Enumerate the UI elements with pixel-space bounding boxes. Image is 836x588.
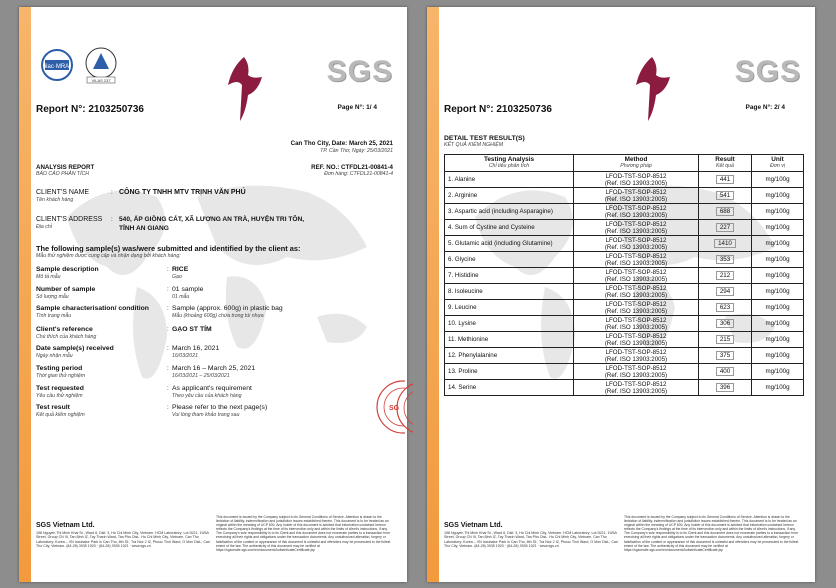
- method-ref: (Ref. ISO 13903:2005): [604, 307, 668, 315]
- unit-cell: mg/100g: [752, 348, 804, 364]
- analysis-report-title-vi: BÁO CÁO PHÂN TÍCH: [36, 171, 90, 177]
- method-ref: (Ref. ISO 13903:2005): [604, 355, 668, 363]
- analyte-name: 11. Methionine: [445, 332, 574, 348]
- method-cell: [574, 300, 699, 316]
- method-cell: [574, 220, 699, 236]
- method-ref: (Ref. ISO 13903:2005): [604, 323, 668, 331]
- footer-address-2: 198 Nguyen Thi Minh Khai St., Ward 6, Dist. 3, Ho Chi Minh City, Vietnam. HCM Laboratory: Lot III/21, 19/5A Street, Group CN III, Tan Binh IZ, Tay Thanh Ward, Tan Phu Dist., Ho Chi Minh City, Vietnam. Can Tho Laboratory: Korea – VN Incubator Park in Can Tho, 8th St., Tra Noc 2 IZ, Phuoc Thoi Ward, O Mon Dist., Can Tho City, Vietnam. (84-28) 3935 1920 · (84-28) 3935 1921 · www.sgs.vn: [444, 531, 618, 549]
- unit-cell: mg/100g: [752, 284, 804, 300]
- results-row: [445, 380, 804, 396]
- method-ref: (Ref. ISO 13903:2005): [604, 371, 668, 379]
- field-label-vi: Yêu cầu thử nghiệm: [36, 393, 83, 399]
- field-value-vi: Gạo: [172, 274, 182, 280]
- field-label-vi: Tình trạng mẫu: [36, 313, 72, 319]
- unit-cell: mg/100g: [752, 300, 804, 316]
- field-label-vi: Kết quả kiểm nghiệm: [36, 412, 85, 418]
- result-cell: [699, 332, 752, 348]
- report-number-2: Report N°: 2103250736: [444, 104, 552, 115]
- footer-disclaimer: This document is issued by the Company subject to its General Conditions of Service. Attention is drawn to the limitation of liability, indemnification and jurisdiction issues established therein. This document is to be treated as an original within the meaning of UCP 600. Any holder of this document is advised that information contained hereon reflects the Company's findings at the time of its intervention only and within the limits of client's instructions, if any. The Company's sole responsibility is to its Client and this document does not exonerate parties to a transaction from exercising all their rights and obligations under the transaction documents. Any unauthorized alteration, forgery or falsification of the content or appearance of this document is unlawful and offenders may be prosecuted to the fullest extent of the law. The authenticity of this document may be verified at https://sgsonsite.sgs.com/en/document/AuthenticateCertificate.jsp: [216, 515, 391, 552]
- unit-cell: mg/100g: [752, 364, 804, 380]
- analyte-name: 7. Histidine: [445, 268, 574, 284]
- method-cell: [574, 172, 699, 188]
- results-row: [445, 348, 804, 364]
- svg-text:ilac·MRA: ilac·MRA: [44, 64, 70, 70]
- method-ref: (Ref. ISO 13903:2005): [604, 339, 668, 347]
- ref-number-vi: Đơn hàng: CTFDL21-00841-4: [324, 171, 393, 177]
- field-colon: :: [167, 286, 169, 293]
- method-ref: (Ref. ISO 13903:2005): [604, 387, 668, 395]
- result-cell: [699, 300, 752, 316]
- header-result: Result Kết quả: [699, 155, 752, 172]
- header-unit: Unit Đơn vị: [752, 155, 804, 172]
- method-cell: [574, 268, 699, 284]
- method-code: LFOD-TST-SOP-8512: [605, 380, 667, 388]
- method-ref: (Ref. ISO 13903:2005): [604, 259, 668, 267]
- method-cell: [574, 332, 699, 348]
- method-ref: (Ref. ISO 13903:2005): [604, 291, 668, 299]
- field-value: RICE: [172, 266, 189, 273]
- result-value: 623: [716, 303, 734, 312]
- field-label-vi: Thời gian thử nghiệm: [36, 373, 86, 379]
- analyte-name: 14. Serine: [445, 380, 574, 396]
- sgs-bird-emblem-2: [632, 55, 672, 125]
- field-value: 01 sample: [172, 286, 204, 293]
- analyte-name: 10. Lysine: [445, 316, 574, 332]
- field-label: Test result: [36, 404, 70, 411]
- method-code: LFOD-TST-SOP-8512: [605, 332, 667, 340]
- field-label: Date sample(s) received: [36, 345, 114, 352]
- method-code: LFOD-TST-SOP-8512: [605, 300, 667, 308]
- result-value: 400: [716, 367, 734, 376]
- result-value: 215: [716, 335, 734, 344]
- results-table: [444, 154, 804, 396]
- field-label: Test requested: [36, 385, 84, 392]
- client-address-line1: 540, ẤP GIỒNG CÁT, XÃ LƯƠNG AN TRÀ, HUYỆN TRI TÔN,: [119, 216, 305, 223]
- detail-results-title-vi: KẾT QUẢ KIỂM NGHIỆM: [444, 142, 504, 148]
- page-number: Page N°: 1/ 4: [337, 104, 377, 111]
- field-label-vi: Mô tả mẫu: [36, 274, 61, 280]
- client-address-line2: TỈNH AN GIANG: [119, 225, 169, 232]
- result-value: 353: [716, 255, 734, 264]
- result-cell: [699, 364, 752, 380]
- analyte-name: 1. Alanine: [445, 172, 574, 188]
- method-code: LFOD-TST-SOP-8512: [605, 252, 667, 260]
- analyte-name: 4. Sum of Cystine and Cysteine: [445, 220, 574, 236]
- method-ref: (Ref. ISO 13903:2005): [604, 243, 668, 251]
- method-code: LFOD-TST-SOP-8512: [605, 364, 667, 372]
- report-page-2: [427, 7, 815, 582]
- results-row: [445, 268, 804, 284]
- method-cell: [574, 188, 699, 204]
- method-code: LFOD-TST-SOP-8512: [605, 284, 667, 292]
- header-analysis: Testing Analysis Chỉ tiêu phân tích: [445, 155, 574, 172]
- result-cell: [699, 284, 752, 300]
- method-cell: [574, 252, 699, 268]
- field-label: Number of sample: [36, 286, 96, 293]
- result-value: 227: [716, 223, 734, 232]
- svg-text:SG: SG: [389, 405, 400, 412]
- client-name-label: CLIENT'S NAME: [36, 189, 90, 196]
- method-ref: (Ref. ISO 13903:2005): [604, 211, 668, 219]
- results-row: [445, 332, 804, 348]
- analysis-report-title: ANALYSIS REPORT: [36, 164, 95, 171]
- results-header-row: [445, 155, 804, 172]
- field-colon: :: [167, 365, 169, 372]
- method-cell: [574, 348, 699, 364]
- sgs-logo: SGS: [326, 55, 393, 88]
- method-cell: [574, 316, 699, 332]
- field-label-vi: Ngày nhận mẫu: [36, 353, 73, 359]
- analyte-name: 5. Glutamic acid (including Glutamine): [445, 236, 574, 252]
- result-value: 396: [716, 383, 734, 392]
- result-cell: [699, 268, 752, 284]
- unit-cell: mg/100g: [752, 268, 804, 284]
- method-code: LFOD-TST-SOP-8512: [605, 188, 667, 196]
- results-row: [445, 220, 804, 236]
- analyte-name: 13. Proline: [445, 364, 574, 380]
- field-value: Sample (approx. 600g) in plastic bag: [172, 305, 283, 312]
- result-cell: [699, 172, 752, 188]
- method-ref: (Ref. ISO 13903:2005): [604, 275, 668, 283]
- method-ref: (Ref. ISO 13903:2005): [604, 227, 668, 235]
- report-page-1: ilac·MRA VILAS 237 SGS Report N°: 2103250736 Page N°: 1/ 4 Can Tho City, Date: March 25, 2021 TP. Cần Thơ, Ngày: 25/03/2021 ANALYSIS REPORT BÁO CÁO PHÂN TÍCH REF. NO.: CTFDL21-00841-4 Đơn hàng: CTFDL21-00841-4 CLIENT'S NAME Tên khách hàng : CÔNG TY TNHH MTV TRỊNH VĂN PHÚ CLIENT'S ADDRESS Địa chỉ : 540, ẤP GIỒNG CÁT, XÃ LƯƠNG AN TRÀ, HUYỆN TRI TÔN, TỈNH AN GIANG The following sample(s) was/were submitted and identified by the client as: Mẫu thử nghiệm được cung cấp và nhận dạng bởi khách hàng: Sample description Mô tả mẫu : RICE Gạo Number of sample Số lượng mẫu : 01 sample 01 mẫu Sample characterisation/ condition Tình trạng mẫu : Sample (approx. 600g) in plastic bag Mẫu (khoảng 600g) chứa trong túi nhựa Client's reference Chú thích của khách hàng : GẠO ST TÍM Date sample(s) received Ngày nhận mẫu : March 16, 2021 16/03/2021 Testing period Thời gian thử nghiệm : March 16 – March 25, 2021 16/03/2021 – 25/03/2021 Test requested Yêu cầu thử nghiệm : As applicant's requirement Theo yêu cầu của khách hàng Test result Kết quả kiểm nghiệm : Please refer to the next page(s) Vui lòng tham khảo trang sau SGS Vietnam Ltd. 198 Nguyen Thi Minh Khai St., Ward 6, Dist. 3, Ho Chi Minh City, Vietnam. HCM Laboratory: Lot III/21, 19/5A Street, Group CN III, Tan Binh IZ, Tay Thanh Ward, Tan Phu Dist., Ho Chi Minh City, Vietnam. Can Tho Laboratory: Korea – VN Incubator Park in Can Tho, 8th St., Tra Noc 2 IZ, Phuoc Thoi Ward, O Mon Dist., Can Tho City, Vietnam. (84-28) 3935 1920 · (84-28) 3935 1921 · www.sgs.vn This document is issued by the Company subject to its General Conditions of Service. Attention is drawn to the limitation of liability, indemnification and jurisdiction issues established therein. This document is to be treated as an original within the meaning of UCP 600. Any holder of this document is advised that information contained hereon reflects the Company's findings at the time of its intervention only and within the limits of client's instructions, if any. The Company's sole responsibility is to its Client and this document does not exonerate parties to a transaction from exercising all their rights and obligations under the transaction documents. Any unauthorized alteration, forgery or falsification of the content or appearance of this document is unlawful and offenders may be prosecuted to the fullest extent of the law. The authenticity of this document may be verified at https://sgsonsite.sgs.com/en/document/AuthenticateCertificate.jsp: [19, 7, 407, 582]
- results-row: [445, 284, 804, 300]
- sample-intro: The following sample(s) was/were submitted and identified by the client as:: [36, 244, 301, 253]
- ref-number: REF. NO.: CTFDL21-00841-4: [311, 164, 393, 171]
- page-number-2: Page N°: 2/ 4: [745, 104, 785, 111]
- result-cell: [699, 316, 752, 332]
- method-code: LFOD-TST-SOP-8512: [605, 204, 667, 212]
- method-cell: [574, 284, 699, 300]
- result-cell: [699, 204, 752, 220]
- unit-cell: mg/100g: [752, 332, 804, 348]
- field-colon: :: [167, 305, 169, 312]
- result-cell: [699, 252, 752, 268]
- report-number: Report N°: 2103250736: [36, 104, 144, 115]
- unit-cell: mg/100g: [752, 252, 804, 268]
- field-value-vi: Theo yêu cầu của khách hàng: [172, 393, 242, 399]
- accreditation-badges: [39, 45, 134, 85]
- analyte-name: 3. Aspartic acid (including Asparagine): [445, 204, 574, 220]
- client-name-label-vi: Tên khách hàng: [36, 197, 74, 203]
- field-value-vi: 16/03/2021 – 25/03/2021: [172, 373, 230, 379]
- field-value: March 16, 2021: [172, 345, 220, 352]
- method-code: LFOD-TST-SOP-8512: [605, 268, 667, 276]
- result-value: 294: [716, 287, 734, 296]
- result-value: 1410: [714, 239, 736, 248]
- sample-intro-vi: Mẫu thử nghiệm được cung cấp và nhận dạng bởi khách hàng:: [36, 253, 181, 259]
- analyte-name: 9. Leucine: [445, 300, 574, 316]
- results-row: [445, 236, 804, 252]
- method-cell: [574, 380, 699, 396]
- result-value: 541: [716, 191, 734, 200]
- result-cell: [699, 380, 752, 396]
- field-value-vi: 01 mẫu: [172, 294, 190, 300]
- method-code: LFOD-TST-SOP-8512: [605, 172, 667, 180]
- field-colon: :: [167, 404, 169, 411]
- method-code: LFOD-TST-SOP-8512: [605, 348, 667, 356]
- method-cell: [574, 236, 699, 252]
- method-code: LFOD-TST-SOP-8512: [605, 236, 667, 244]
- unit-cell: mg/100g: [752, 380, 804, 396]
- field-label: Sample description: [36, 266, 99, 273]
- unit-cell: mg/100g: [752, 188, 804, 204]
- result-cell: [699, 236, 752, 252]
- field-colon: :: [167, 266, 169, 273]
- client-address-label: CLIENT'S ADDRESS: [36, 216, 103, 223]
- city-date: Can Tho City, Date: March 25, 2021: [290, 140, 393, 147]
- client-address-label-vi: Địa chỉ: [36, 224, 52, 230]
- unit-cell: mg/100g: [752, 220, 804, 236]
- orange-margin-strip: [19, 7, 31, 582]
- results-row: [445, 300, 804, 316]
- detail-results-title: DETAIL TEST RESULT(S): [444, 135, 525, 142]
- results-row: [445, 172, 804, 188]
- footer-company: SGS Vietnam Ltd.: [36, 522, 95, 529]
- orange-margin-strip-2: [427, 7, 439, 582]
- results-row: [445, 188, 804, 204]
- field-value-vi: Vui lòng tham khảo trang sau: [172, 412, 240, 418]
- analyte-name: 2. Arginine: [445, 188, 574, 204]
- result-value: 306: [716, 319, 734, 328]
- result-value: 375: [716, 351, 734, 360]
- field-value-vi: 16/03/2021: [172, 353, 198, 359]
- result-value: 441: [716, 175, 734, 184]
- unit-cell: mg/100g: [752, 172, 804, 188]
- field-label-vi: Chú thích của khách hàng: [36, 334, 97, 340]
- field-value: GẠO ST TÍM: [172, 326, 212, 333]
- sgs-logo-2: SGS: [734, 55, 801, 88]
- footer-address: 198 Nguyen Thi Minh Khai St., Ward 6, Dist. 3, Ho Chi Minh City, Vietnam. HCM Laboratory: Lot III/21, 19/5A Street, Group CN III, Tan Binh IZ, Tay Thanh Ward, Tan Phu Dist., Ho Chi Minh City, Vietnam. Can Tho Laboratory: Korea – VN Incubator Park in Can Tho, 8th St., Tra Noc 2 IZ, Phuoc Thoi Ward, O Mon Dist., Can Tho City, Vietnam. (84-28) 3935 1920 · (84-28) 3935 1921 · www.sgs.vn: [36, 531, 210, 549]
- method-code: LFOD-TST-SOP-8512: [605, 220, 667, 228]
- analyte-name: 8. Isoleucine: [445, 284, 574, 300]
- result-cell: [699, 188, 752, 204]
- field-colon: :: [167, 345, 169, 352]
- method-cell: [574, 364, 699, 380]
- method-cell: [574, 204, 699, 220]
- field-colon: :: [167, 326, 169, 333]
- header-method: Method Phương pháp: [574, 155, 699, 172]
- field-value: Please refer to the next page(s): [172, 404, 268, 411]
- results-row: [445, 204, 804, 220]
- sgs-bird-emblem: [224, 55, 264, 125]
- results-row: [445, 252, 804, 268]
- results-row: [445, 316, 804, 332]
- footer-disclaimer-2: This document is issued by the Company subject to its General Conditions of Service. Attention is drawn to the limitation of liability, indemnification and jurisdiction issues established therein. This document is to be treated as an original within the meaning of UCP 600. Any holder of this document is advised that information contained hereon reflects the Company's findings at the time of its intervention only and within the limits of client's instructions, if any. The Company's sole responsibility is to its Client and this document does not exonerate parties to a transaction from exercising all their rights and obligations under the transaction documents. Any unauthorized alteration, forgery or falsification of the content or appearance of this document is unlawful and offenders may be prosecuted to the fullest extent of the law. The authenticity of this document may be verified at https://sgsonsite.sgs.com/en/document/AuthenticateCertificate.jsp: [624, 515, 799, 552]
- field-label-vi: Số lượng mẫu: [36, 294, 69, 300]
- field-value: March 16 – March 25, 2021: [172, 365, 256, 372]
- unit-cell: mg/100g: [752, 236, 804, 252]
- result-value: 212: [716, 271, 734, 280]
- method-ref: (Ref. ISO 13903:2005): [604, 195, 668, 203]
- method-code: LFOD-TST-SOP-8512: [605, 316, 667, 324]
- analyte-name: 6. Glycine: [445, 252, 574, 268]
- field-value: As applicant's requirement: [172, 385, 252, 392]
- field-colon: :: [167, 385, 169, 392]
- results-row: [445, 364, 804, 380]
- red-seal-stamp-2: [393, 378, 413, 438]
- result-cell: [699, 348, 752, 364]
- client-name: CÔNG TY TNHH MTV TRỊNH VĂN PHÚ: [119, 189, 246, 196]
- analyte-name: 12. Phenylalanine: [445, 348, 574, 364]
- unit-cell: mg/100g: [752, 204, 804, 220]
- footer-company-2: SGS Vietnam Ltd.: [444, 522, 503, 529]
- badge-vilas-text: VILAS 237: [91, 78, 111, 83]
- result-cell: [699, 220, 752, 236]
- unit-cell: mg/100g: [752, 316, 804, 332]
- field-label: Client's reference: [36, 326, 93, 333]
- method-ref: (Ref. ISO 13903:2005): [604, 179, 668, 187]
- city-date-vi: TP. Cần Thơ, Ngày: 25/03/2021: [320, 148, 393, 154]
- field-label: Testing period: [36, 365, 83, 372]
- field-value-vi: Mẫu (khoảng 600g) chứa trong túi nhựa: [172, 313, 264, 319]
- field-label: Sample characterisation/ condition: [36, 305, 149, 312]
- result-value: 688: [716, 207, 734, 216]
